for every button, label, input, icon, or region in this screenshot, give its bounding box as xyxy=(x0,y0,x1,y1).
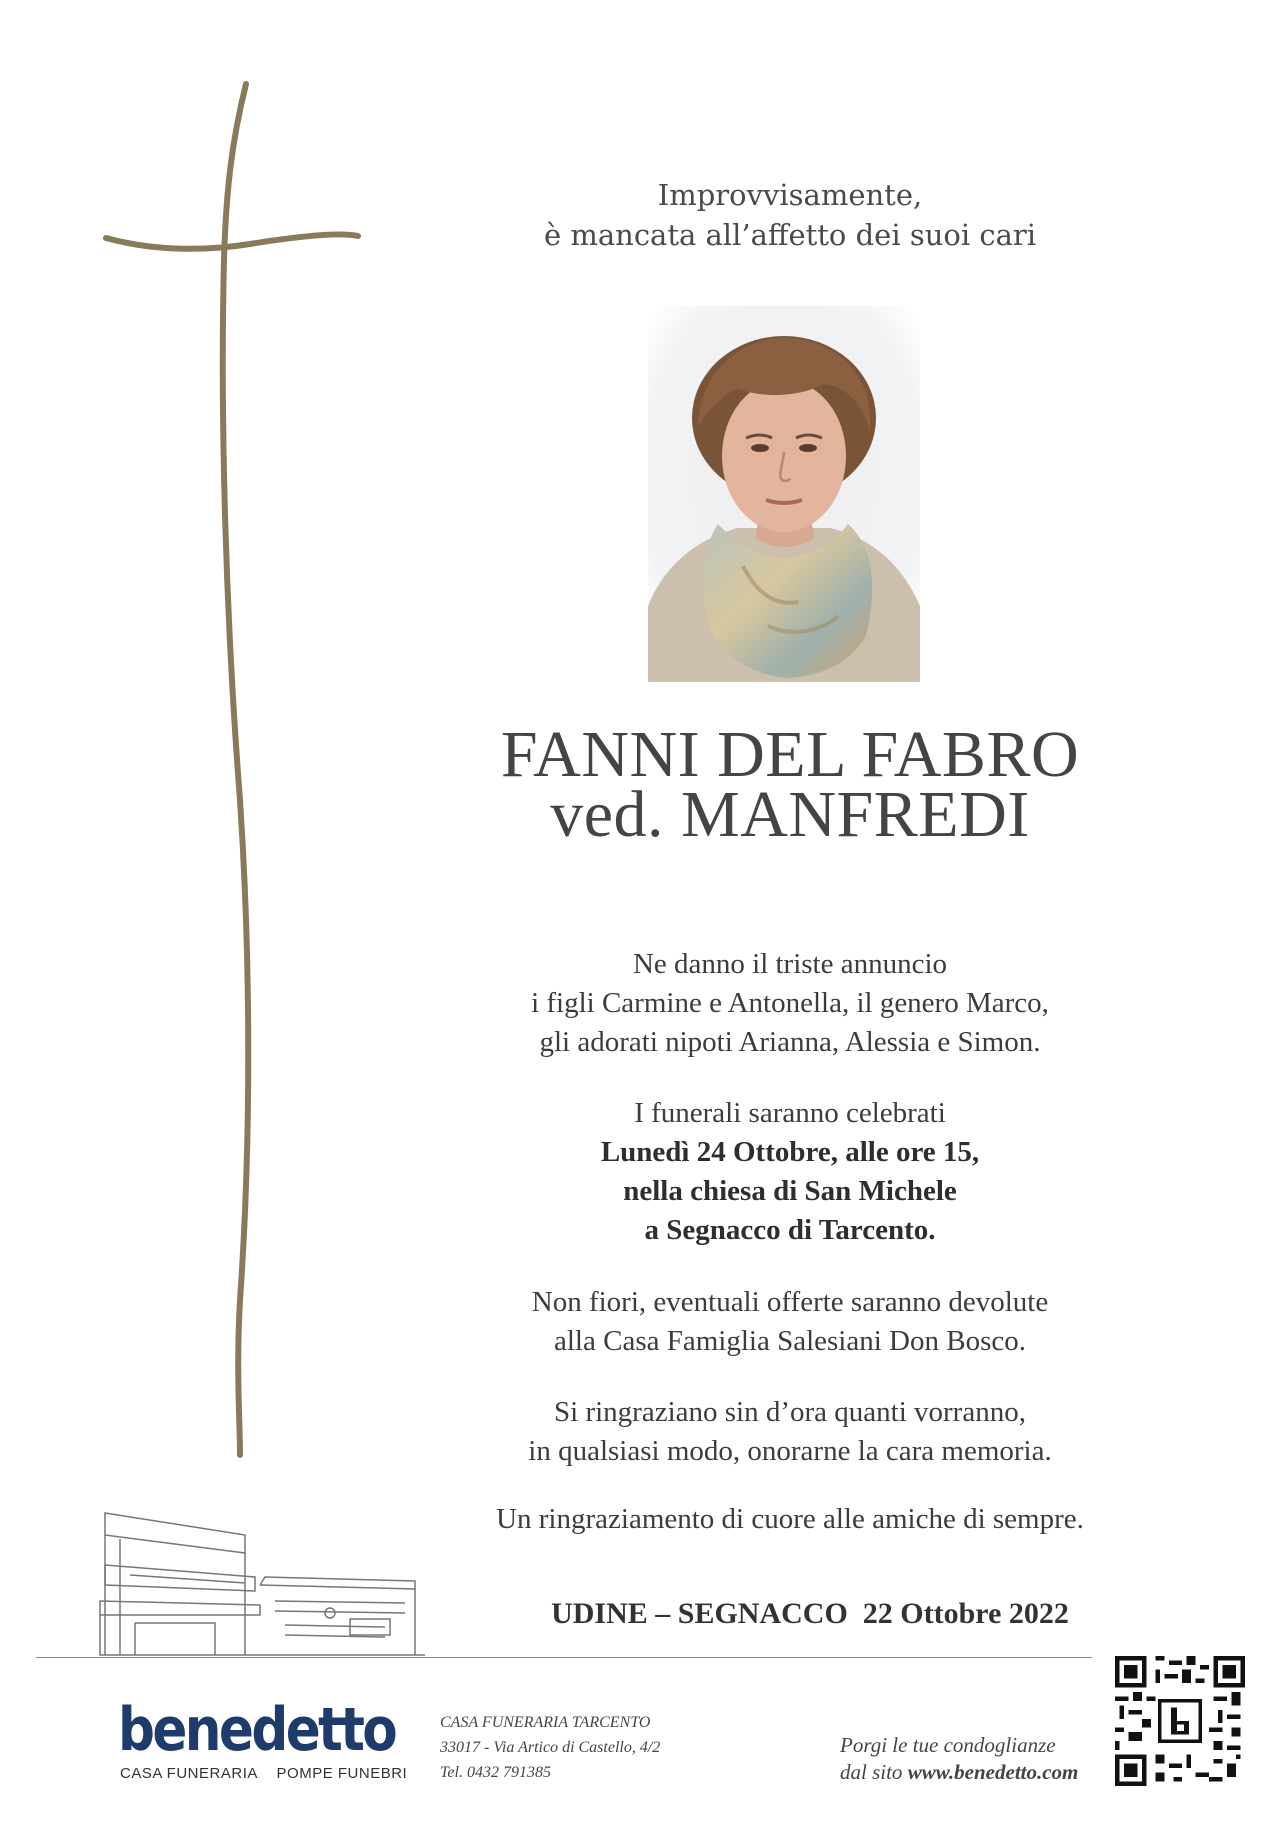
flowers-line-1: Non fiori, eventuali offerte saranno devolute xyxy=(531,1286,1049,1318)
funeral-home-address xyxy=(440,1710,660,1785)
thanks-line-2: in qualsiasi modo, onorarne la cara memoria. xyxy=(528,1435,1052,1467)
deceased-name xyxy=(380,718,1200,851)
website-link[interactable]: www.benedetto.com xyxy=(907,1760,1079,1784)
announcement-line-2: i figli Carmine e Antonella, il genero Marco, xyxy=(531,987,1049,1019)
benedetto-logo: benedetto xyxy=(118,1695,396,1765)
deceased-full-name: FANNI DEL FABRO xyxy=(500,718,1080,791)
logo-subtitle xyxy=(120,1765,421,1782)
address-phone: Tel. 0432 791385 xyxy=(440,1764,551,1781)
portrait-photo xyxy=(648,306,920,682)
qr-code-icon[interactable] xyxy=(1115,1656,1245,1786)
funeral-church: nella chiesa di San Michele xyxy=(623,1175,957,1207)
intro-line-2: è mancata all’affetto dei suoi cari xyxy=(543,218,1037,252)
funeral-date: Lunedì 24 Ottobre, alle ore 15, xyxy=(600,1136,980,1168)
condolences-line-2 xyxy=(840,1759,1078,1786)
deceased-married-name: ved. MANFREDI xyxy=(550,778,1030,851)
footer-divider xyxy=(36,1657,1092,1658)
address-street: 33017 - Via Artico di Castello, 4/2 xyxy=(440,1739,661,1756)
funeral-paragraph xyxy=(400,1094,1180,1250)
friends-line-1: Un ringraziamento di cuore alle amiche di sempre. xyxy=(496,1503,1084,1535)
announcement-line-3: gli adorati nipoti Arianna, Alessia e Simon. xyxy=(539,1026,1041,1058)
intro-text xyxy=(420,175,1160,255)
cross-icon xyxy=(0,0,400,1480)
condolences-prefix: dal sito xyxy=(840,1760,908,1784)
intro-line-1: Improvvisamente, xyxy=(657,178,923,212)
thanks-line-1: Si ringraziano sin d’ora quanti vorranno, xyxy=(554,1396,1026,1428)
friends-paragraph xyxy=(400,1500,1180,1539)
place-date: UDINE – SEGNACCO 22 Ottobre 2022 xyxy=(551,1597,1069,1630)
announcement-line-1: Ne danno il triste annuncio xyxy=(632,948,948,980)
funeral-line-1: I funerali saranno celebrati xyxy=(634,1097,946,1129)
thanks-paragraph xyxy=(400,1393,1180,1471)
logo-subtitle-2: POMPE FUNEBRI xyxy=(276,1765,408,1782)
building-icon xyxy=(95,1505,425,1675)
address-name: CASA FUNERARIA TARCENTO xyxy=(440,1714,651,1731)
flowers-paragraph xyxy=(400,1283,1180,1361)
condolences-text xyxy=(840,1732,1078,1786)
flowers-line-2: alla Casa Famiglia Salesiani Don Bosco. xyxy=(554,1325,1026,1357)
announcement-paragraph xyxy=(400,945,1180,1062)
logo-subtitle-1: CASA FUNERARIA xyxy=(120,1765,258,1782)
funeral-location: a Segnacco di Tarcento. xyxy=(644,1214,936,1246)
condolences-line-1: Porgi le tue condoglianze xyxy=(840,1733,1056,1757)
